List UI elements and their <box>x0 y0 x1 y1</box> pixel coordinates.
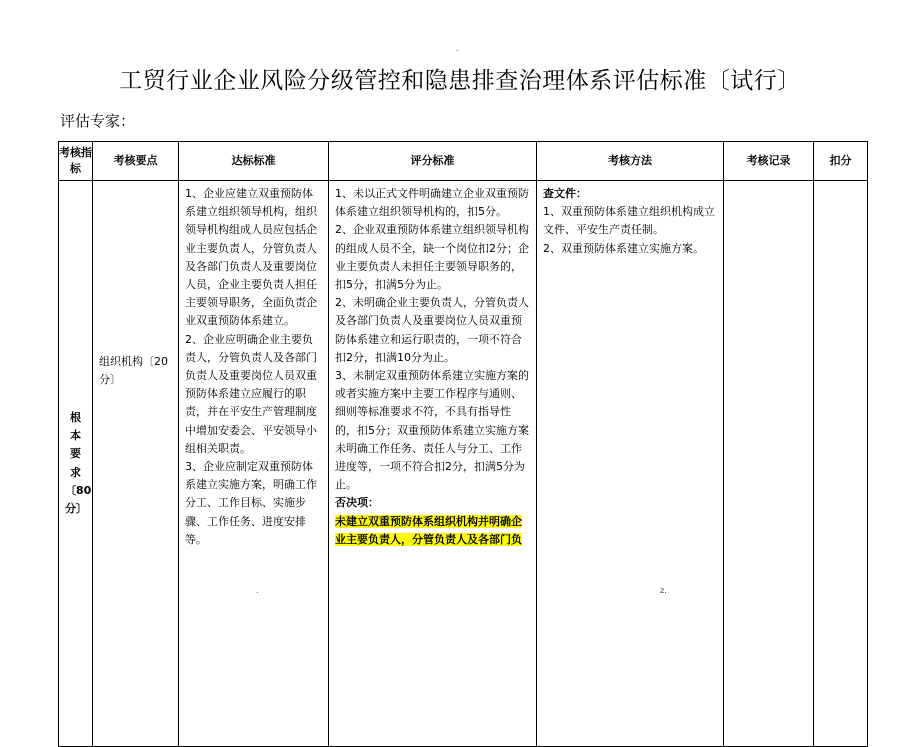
key-point-cell: 组织机构〔20分〕 <box>93 181 179 747</box>
header-deduction: 扣分 <box>814 142 868 181</box>
standard-item: 3、企业应制定双重预防体系建立实施方案，明确工作分工、工作目标、实施步骤、工作任务、进度安排等。 <box>185 460 317 546</box>
method-item: 2、双重预防体系建立实施方案。 <box>543 241 704 255</box>
header-record: 考核记录 <box>724 142 814 181</box>
document-title: 工贸行业企业风险分级管控和隐患排查治理体系评估标准〔试行〕 <box>119 68 801 94</box>
header-method: 考核方法 <box>537 142 724 181</box>
footer-left-mark: . <box>256 586 259 595</box>
indicator-cell: 根本要求〔80分〕 <box>59 181 93 747</box>
deduction-cell <box>814 181 868 747</box>
experts-label: 评估专家： <box>60 112 136 130</box>
header-key-point: 考核要点 <box>93 142 179 181</box>
veto-highlight-text: 未建立双重预防体系组织机构并明确企业主要负责人，分管负责人及各部门负 <box>335 514 522 546</box>
record-cell <box>724 181 814 747</box>
method-heading: 查文件： <box>543 187 587 200</box>
standard-item: 1、企业应建立双重预防体系建立组织领导机构，组织领导机构组成人员应包括企业主要负责人，分管负责人及各部门负责人及重要岗位人员，企业主要负责人担任主要领导职务，全面负责企业双重预防体系建立。 <box>185 187 317 328</box>
scoring-item: 2、企业双重预防体系建立组织领导机构的组成人员不全，缺一个岗位扣2分；企业主要负责人未担任主要领导职务的，扣5分，扣满5分为止。 <box>335 223 529 292</box>
scoring-cell <box>329 181 537 747</box>
veto-label: 否决项： <box>335 496 379 510</box>
standard-item: 2、企业应明确企业主要负责人，分管负责人及各部门负责人及重要岗位人员双重预防体系建立应履行的职责，并在平安生产管理制度中增加安委会、平安领导小组相关职责。 <box>185 332 317 455</box>
scoring-item: 3、未制定双重预防体系建立实施方案的或者实施方案中主要工作程序与通则、细则等标准要求不符，不具有指导性的，扣5分；双重预防体系建立实施方案未明确工作任务、责任人与分工、工作进度等，一项不符合扣2分，扣满5分为止。 <box>335 369 529 492</box>
evaluation-table <box>58 141 868 747</box>
scoring-item: 1、未以正式文件明确建立企业双重预防体系建立组织领导机构的，扣5分。 <box>335 187 529 219</box>
table-row <box>59 181 868 747</box>
footer-right-mark: z. <box>660 586 667 595</box>
header-indicator: 考核指标 <box>59 142 93 181</box>
standard-cell <box>179 181 329 747</box>
method-cell <box>537 181 724 747</box>
method-item: 1、双重预防体系建立组织机构成立文件、平安生产责任制。 <box>543 205 715 237</box>
header-standard: 达标标准 <box>179 142 329 181</box>
header-scoring: 评分标准 <box>329 142 537 181</box>
header-dot: . <box>456 44 459 53</box>
table-header-row <box>59 142 868 181</box>
scoring-item: 2、未明确企业主要负责人，分管负责人及各部门负责人及重要岗位人员双重预防体系建立和运行职责的，一项不符合扣2分，扣满10分为止。 <box>335 296 529 364</box>
